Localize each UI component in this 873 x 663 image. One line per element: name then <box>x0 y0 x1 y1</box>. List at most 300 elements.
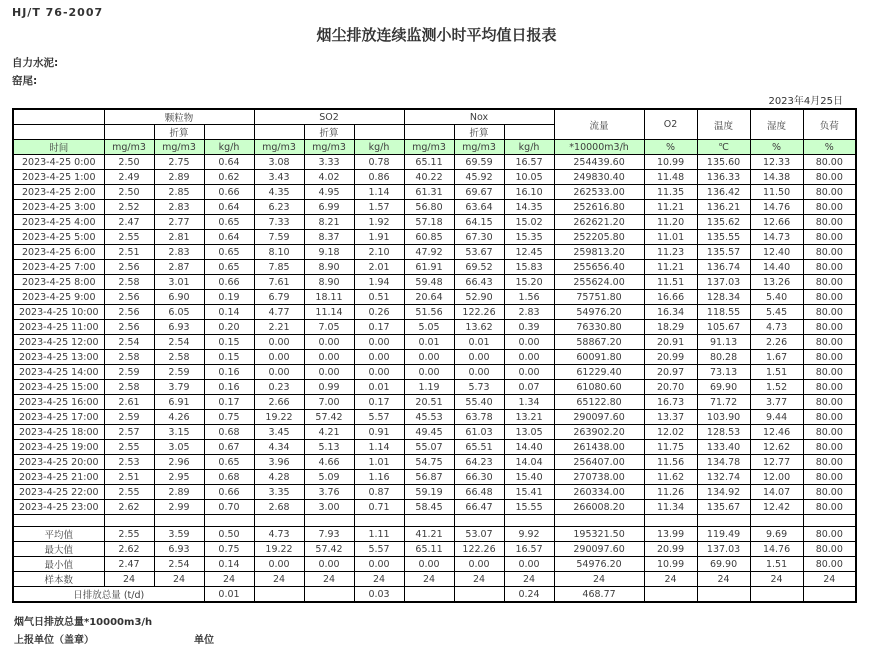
data-row <box>13 440 856 455</box>
value-cell: 2.96 <box>154 455 204 470</box>
value-cell: 255656.40 <box>554 260 644 275</box>
value-cell: 0.00 <box>454 365 504 380</box>
value-cell: 15.35 <box>504 230 554 245</box>
value-cell: 7.05 <box>304 320 354 335</box>
value-cell: 65.51 <box>454 440 504 455</box>
group-header-temp: 温度 <box>697 109 750 140</box>
value-cell: 252616.80 <box>554 200 644 215</box>
value-cell: 8.90 <box>304 275 354 290</box>
value-cell: 20.97 <box>644 365 697 380</box>
value-cell: 15.83 <box>504 260 554 275</box>
summary-value-cell: 137.03 <box>697 542 750 557</box>
value-cell: 12.42 <box>750 500 803 515</box>
value-cell: 11.01 <box>644 230 697 245</box>
value-cell: 11.20 <box>644 215 697 230</box>
value-cell: 61229.40 <box>554 365 644 380</box>
summary-value-cell: 122.26 <box>454 542 504 557</box>
value-cell: 55.40 <box>454 395 504 410</box>
value-cell: 1.34 <box>504 395 554 410</box>
value-cell: 14.40 <box>750 260 803 275</box>
time-cell: 2023-4-25 0:00 <box>13 155 104 170</box>
value-cell: 54.75 <box>404 455 454 470</box>
value-cell: 11.14 <box>304 305 354 320</box>
value-cell: 20.99 <box>644 350 697 365</box>
page-title: 烟尘排放连续监测小时平均值日报表 <box>316 26 557 44</box>
value-cell: 11.48 <box>644 170 697 185</box>
value-cell: 0.00 <box>304 365 354 380</box>
value-cell: 2.58 <box>104 380 154 395</box>
summary-value-cell: 24 <box>154 572 204 587</box>
value-cell: 0.00 <box>504 350 554 365</box>
summary-value-cell: 7.93 <box>304 527 354 542</box>
value-cell: 2.21 <box>254 320 304 335</box>
summary-value-cell: 24 <box>554 572 644 587</box>
summary-value-cell: 9.69 <box>750 527 803 542</box>
value-cell: 3.43 <box>254 170 304 185</box>
value-cell: 136.21 <box>697 200 750 215</box>
value-cell: 133.40 <box>697 440 750 455</box>
value-cell: 3.05 <box>154 440 204 455</box>
value-cell: 6.99 <box>304 200 354 215</box>
value-cell: 15.40 <box>504 470 554 485</box>
summary-value-cell: 24 <box>304 572 354 587</box>
value-cell: 0.78 <box>354 155 404 170</box>
value-cell: 12.66 <box>750 215 803 230</box>
value-cell: 2.58 <box>104 275 154 290</box>
value-cell: 2.51 <box>104 245 154 260</box>
value-cell: 136.74 <box>697 260 750 275</box>
value-cell: 12.00 <box>750 470 803 485</box>
value-cell: 19.22 <box>254 410 304 425</box>
value-cell: 0.15 <box>204 350 254 365</box>
unit-cell: % <box>644 140 697 155</box>
value-cell: 64.15 <box>454 215 504 230</box>
value-cell: 0.00 <box>354 365 404 380</box>
units-header-row <box>13 140 856 155</box>
value-cell: 136.33 <box>697 170 750 185</box>
value-cell: 5.73 <box>454 380 504 395</box>
value-cell: 2.54 <box>104 335 154 350</box>
summary-value-cell: 24 <box>404 572 454 587</box>
value-cell: 2.53 <box>104 455 154 470</box>
value-cell: 1.01 <box>354 455 404 470</box>
value-cell: 0.99 <box>304 380 354 395</box>
value-cell: 135.67 <box>697 500 750 515</box>
value-cell: 10.99 <box>644 155 697 170</box>
value-cell: 0.70 <box>204 500 254 515</box>
value-cell: 2.77 <box>154 215 204 230</box>
value-cell: 71.72 <box>697 395 750 410</box>
summary-value-cell: 0.50 <box>204 527 254 542</box>
value-cell: 12.77 <box>750 455 803 470</box>
value-cell: 136.42 <box>697 185 750 200</box>
spacer-cell <box>504 515 554 527</box>
summary-row <box>13 542 856 557</box>
value-cell: 14.73 <box>750 230 803 245</box>
value-cell: 4.95 <box>304 185 354 200</box>
value-cell: 69.90 <box>697 380 750 395</box>
summary-value-cell: 0.00 <box>454 557 504 572</box>
value-cell: 14.40 <box>504 440 554 455</box>
unit-cell: mg/m3 <box>304 140 354 155</box>
daily-total-cell <box>803 587 856 603</box>
value-cell: 105.67 <box>697 320 750 335</box>
value-cell: 57.42 <box>304 410 354 425</box>
value-cell: 2.89 <box>154 485 204 500</box>
value-cell: 1.14 <box>354 185 404 200</box>
value-cell: 69.59 <box>454 155 504 170</box>
value-cell: 0.23 <box>254 380 304 395</box>
value-cell: 11.35 <box>644 185 697 200</box>
value-cell: 3.45 <box>254 425 304 440</box>
value-cell: 0.91 <box>354 425 404 440</box>
daily-total-cell <box>304 587 354 603</box>
value-cell: 8.37 <box>304 230 354 245</box>
value-cell: 80.00 <box>803 365 856 380</box>
summary-value-cell: 24 <box>204 572 254 587</box>
value-cell: 0.01 <box>404 335 454 350</box>
value-cell: 0.00 <box>304 335 354 350</box>
unit-cell: kg/h <box>354 140 404 155</box>
value-cell: 2.49 <box>104 170 154 185</box>
unit-cell: mg/m3 <box>154 140 204 155</box>
converted-header-nox: 折算 <box>454 125 504 140</box>
daily-total-cell: 468.77 <box>554 587 644 603</box>
summary-value-cell: 19.22 <box>254 542 304 557</box>
value-cell: 0.65 <box>204 215 254 230</box>
value-cell: 10.05 <box>504 170 554 185</box>
spacer-cell <box>454 515 504 527</box>
value-cell: 2.66 <box>254 395 304 410</box>
summary-value-cell: 2.62 <box>104 542 154 557</box>
value-cell: 2.01 <box>354 260 404 275</box>
spacer-cell <box>803 515 856 527</box>
report-date: 2023年4月25日 <box>768 96 843 107</box>
value-cell: 4.66 <box>304 455 354 470</box>
report-unit-label: 上报单位（盖章） <box>14 635 94 646</box>
summary-row <box>13 572 856 587</box>
value-cell: 69.52 <box>454 260 504 275</box>
time-header-spacer <box>13 109 104 125</box>
value-cell: 13.37 <box>644 410 697 425</box>
value-cell: 132.74 <box>697 470 750 485</box>
value-cell: 16.66 <box>644 290 697 305</box>
summary-value-cell: 0.00 <box>304 557 354 572</box>
group-header-pm: 颗粒物 <box>104 109 254 125</box>
summary-row <box>13 527 856 542</box>
value-cell: 290097.60 <box>554 410 644 425</box>
unit-label: 单位 <box>194 635 214 646</box>
value-cell: 4.73 <box>750 320 803 335</box>
value-cell: 9.44 <box>750 410 803 425</box>
value-cell: 3.01 <box>154 275 204 290</box>
time-cell: 2023-4-25 18:00 <box>13 425 104 440</box>
value-cell: 16.57 <box>504 155 554 170</box>
value-cell: 11.26 <box>644 485 697 500</box>
value-cell: 5.05 <box>404 320 454 335</box>
value-cell: 2.55 <box>104 485 154 500</box>
value-cell: 4.35 <box>254 185 304 200</box>
data-row <box>13 470 856 485</box>
value-cell: 7.61 <box>254 275 304 290</box>
value-cell: 16.10 <box>504 185 554 200</box>
value-cell: 2.59 <box>104 365 154 380</box>
value-cell: 2.59 <box>104 410 154 425</box>
value-cell: 3.15 <box>154 425 204 440</box>
value-cell: 2.55 <box>104 440 154 455</box>
data-row <box>13 260 856 275</box>
value-cell: 55.07 <box>404 440 454 455</box>
value-cell: 0.00 <box>254 350 304 365</box>
value-cell: 3.33 <box>304 155 354 170</box>
value-cell: 11.34 <box>644 500 697 515</box>
spacer-cell <box>13 515 104 527</box>
value-cell: 5.09 <box>304 470 354 485</box>
time-cell: 2023-4-25 5:00 <box>13 230 104 245</box>
value-cell: 80.00 <box>803 425 856 440</box>
value-cell: 0.65 <box>204 245 254 260</box>
value-cell: 2.83 <box>154 200 204 215</box>
value-cell: 80.00 <box>803 170 856 185</box>
summary-value-cell: 3.59 <box>154 527 204 542</box>
daily-total-cell: 0.03 <box>354 587 404 603</box>
value-cell: 1.19 <box>404 380 454 395</box>
group-header-load: 负荷 <box>803 109 856 140</box>
summary-value-cell: 0.14 <box>204 557 254 572</box>
time-cell: 2023-4-25 6:00 <box>13 245 104 260</box>
value-cell: 12.45 <box>504 245 554 260</box>
data-row <box>13 380 856 395</box>
value-cell: 2.87 <box>154 260 204 275</box>
summary-value-cell: 2.54 <box>154 557 204 572</box>
value-cell: 61.91 <box>404 260 454 275</box>
value-cell: 80.00 <box>803 215 856 230</box>
value-cell: 2.56 <box>104 305 154 320</box>
value-cell: 15.20 <box>504 275 554 290</box>
value-cell: 7.00 <box>304 395 354 410</box>
value-cell: 3.35 <box>254 485 304 500</box>
time-cell: 2023-4-25 12:00 <box>13 335 104 350</box>
summary-value-cell: 65.11 <box>404 542 454 557</box>
value-cell: 80.00 <box>803 275 856 290</box>
summary-value-cell: 1.11 <box>354 527 404 542</box>
value-cell: 80.00 <box>803 320 856 335</box>
value-cell: 14.38 <box>750 170 803 185</box>
value-cell: 80.00 <box>803 455 856 470</box>
value-cell: 1.94 <box>354 275 404 290</box>
value-cell: 6.93 <box>154 320 204 335</box>
value-cell: 254439.60 <box>554 155 644 170</box>
value-cell: 134.92 <box>697 485 750 500</box>
value-cell: 80.28 <box>697 350 750 365</box>
value-cell: 135.57 <box>697 245 750 260</box>
summary-value-cell: 54976.20 <box>554 557 644 572</box>
value-cell: 80.00 <box>803 470 856 485</box>
value-cell: 18.29 <box>644 320 697 335</box>
value-cell: 11.23 <box>644 245 697 260</box>
daily-total-cell <box>404 587 454 603</box>
value-cell: 73.13 <box>697 365 750 380</box>
value-cell: 20.64 <box>404 290 454 305</box>
value-cell: 4.28 <box>254 470 304 485</box>
value-cell: 80.00 <box>803 260 856 275</box>
spacer-cell <box>204 515 254 527</box>
value-cell: 0.66 <box>204 185 254 200</box>
value-cell: 2.99 <box>154 500 204 515</box>
value-cell: 266008.20 <box>554 500 644 515</box>
value-cell: 2.54 <box>154 335 204 350</box>
summary-value-cell: 24 <box>750 572 803 587</box>
summary-value-cell: 24 <box>454 572 504 587</box>
value-cell: 128.53 <box>697 425 750 440</box>
spacer-cell <box>644 515 697 527</box>
summary-value-cell: 24 <box>104 572 154 587</box>
value-cell: 8.90 <box>304 260 354 275</box>
value-cell: 91.13 <box>697 335 750 350</box>
daily-total-row <box>13 587 856 603</box>
data-row <box>13 335 856 350</box>
value-cell: 1.56 <box>504 290 554 305</box>
value-cell: 5.45 <box>750 305 803 320</box>
spacer-cell <box>554 515 644 527</box>
spacer-cell <box>750 515 803 527</box>
summary-value-cell: 1.51 <box>750 557 803 572</box>
value-cell: 0.00 <box>254 335 304 350</box>
value-cell: 2.56 <box>104 290 154 305</box>
summary-value-cell: 195321.50 <box>554 527 644 542</box>
value-cell: 0.15 <box>204 335 254 350</box>
value-cell: 6.91 <box>154 395 204 410</box>
value-cell: 0.00 <box>404 365 454 380</box>
value-cell: 0.39 <box>504 320 554 335</box>
value-cell: 0.01 <box>454 335 504 350</box>
data-row <box>13 230 856 245</box>
value-cell: 66.47 <box>454 500 504 515</box>
value-cell: 0.68 <box>204 470 254 485</box>
value-cell: 0.17 <box>204 395 254 410</box>
value-cell: 2.81 <box>154 230 204 245</box>
data-row <box>13 155 856 170</box>
value-cell: 56.80 <box>404 200 454 215</box>
value-cell: 80.00 <box>803 410 856 425</box>
value-cell: 0.87 <box>354 485 404 500</box>
value-cell: 80.00 <box>803 230 856 245</box>
converted-header-so2: 折算 <box>304 125 354 140</box>
value-cell: 0.00 <box>354 335 404 350</box>
value-cell: 3.08 <box>254 155 304 170</box>
value-cell: 0.19 <box>204 290 254 305</box>
value-cell: 45.92 <box>454 170 504 185</box>
value-cell: 2.26 <box>750 335 803 350</box>
value-cell: 53.67 <box>454 245 504 260</box>
value-cell: 20.51 <box>404 395 454 410</box>
unit-cell: ℃ <box>697 140 750 155</box>
value-cell: 80.00 <box>803 380 856 395</box>
summary-value-cell: 14.76 <box>750 542 803 557</box>
summary-label: 最小值 <box>13 557 104 572</box>
summary-label: 最大值 <box>13 542 104 557</box>
value-cell: 16.73 <box>644 395 697 410</box>
value-cell: 0.01 <box>354 380 404 395</box>
value-cell: 2.56 <box>104 260 154 275</box>
spacer-cell <box>154 515 204 527</box>
value-cell: 80.00 <box>803 335 856 350</box>
value-cell: 8.21 <box>304 215 354 230</box>
value-cell: 52.90 <box>454 290 504 305</box>
value-cell: 0.00 <box>504 365 554 380</box>
value-cell: 15.55 <box>504 500 554 515</box>
value-cell: 262621.20 <box>554 215 644 230</box>
summary-value-cell: 53.07 <box>454 527 504 542</box>
value-cell: 40.22 <box>404 170 454 185</box>
value-cell: 128.34 <box>697 290 750 305</box>
value-cell: 60091.80 <box>554 350 644 365</box>
value-cell: 2.61 <box>104 395 154 410</box>
value-cell: 11.50 <box>750 185 803 200</box>
data-row <box>13 305 856 320</box>
daily-total-cell <box>454 587 504 603</box>
value-cell: 1.16 <box>354 470 404 485</box>
value-cell: 2.57 <box>104 425 154 440</box>
value-cell: 4.21 <box>304 425 354 440</box>
value-cell: 122.26 <box>454 305 504 320</box>
unit-cell: kg/h <box>204 140 254 155</box>
summary-value-cell: 24 <box>803 572 856 587</box>
value-cell: 0.75 <box>204 410 254 425</box>
value-cell: 0.16 <box>204 380 254 395</box>
unit-cell: % <box>750 140 803 155</box>
value-cell: 0.20 <box>204 320 254 335</box>
value-cell: 11.62 <box>644 470 697 485</box>
value-cell: 260334.00 <box>554 485 644 500</box>
value-cell: 2.83 <box>154 245 204 260</box>
group-header-flow: 流量 <box>554 109 644 140</box>
value-cell: 5.57 <box>354 410 404 425</box>
value-cell: 80.00 <box>803 440 856 455</box>
time-cell: 2023-4-25 20:00 <box>13 455 104 470</box>
value-cell: 0.00 <box>354 350 404 365</box>
value-cell: 58.45 <box>404 500 454 515</box>
value-cell: 59.19 <box>404 485 454 500</box>
time-cell: 2023-4-25 16:00 <box>13 395 104 410</box>
spacer-cell <box>254 515 304 527</box>
value-cell: 4.34 <box>254 440 304 455</box>
value-cell: 0.64 <box>204 230 254 245</box>
value-cell: 18.11 <box>304 290 354 305</box>
value-cell: 80.00 <box>803 395 856 410</box>
value-cell: 4.02 <box>304 170 354 185</box>
value-cell: 49.45 <box>404 425 454 440</box>
value-cell: 63.64 <box>454 200 504 215</box>
value-cell: 0.64 <box>204 200 254 215</box>
time-cell: 2023-4-25 9:00 <box>13 290 104 305</box>
value-cell: 75751.80 <box>554 290 644 305</box>
value-cell: 54976.20 <box>554 305 644 320</box>
kiln-label: 窑尾: <box>12 75 38 87</box>
value-cell: 1.14 <box>354 440 404 455</box>
converted-header-pm: 折算 <box>154 125 204 140</box>
unit-cell: mg/m3 <box>454 140 504 155</box>
summary-value-cell: 80.00 <box>803 557 856 572</box>
value-cell: 5.13 <box>304 440 354 455</box>
data-row <box>13 245 856 260</box>
data-row <box>13 350 856 365</box>
summary-value-cell: 16.57 <box>504 542 554 557</box>
group-header-row <box>13 109 856 125</box>
value-cell: 80.00 <box>803 305 856 320</box>
value-cell: 0.67 <box>204 440 254 455</box>
value-cell: 14.07 <box>750 485 803 500</box>
